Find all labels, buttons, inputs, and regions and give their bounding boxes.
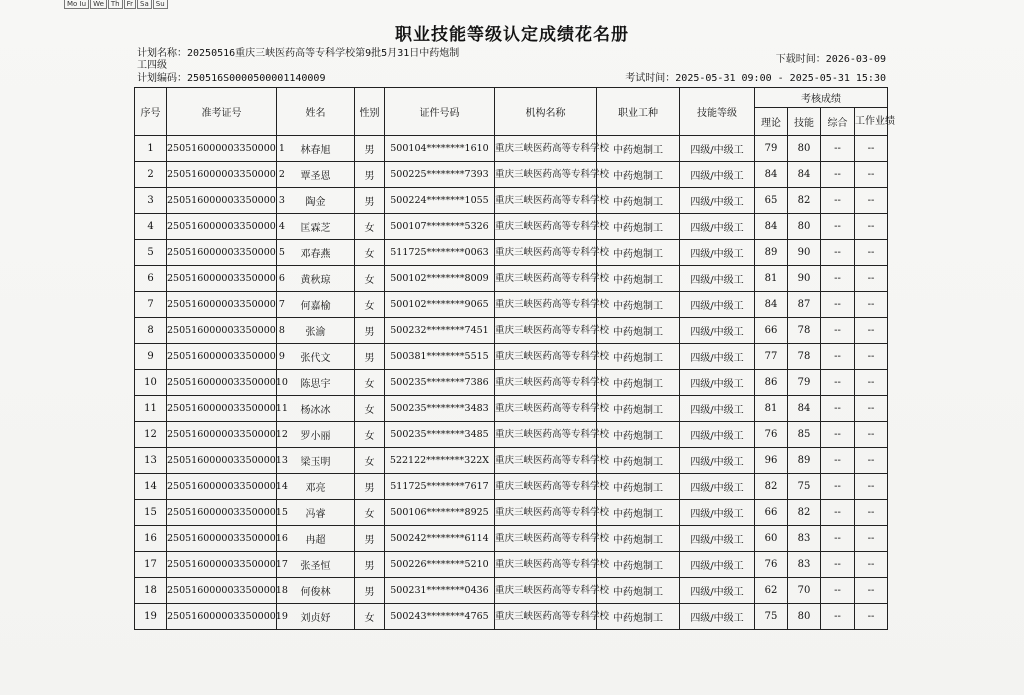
cell-name: 邓春燕 (277, 240, 355, 266)
cell-theory: 81 (755, 396, 788, 422)
cell-level: 四级/中级工 (680, 578, 755, 604)
cell-theory: 60 (755, 526, 788, 552)
table-row (135, 552, 888, 578)
cell-name: 冯睿 (277, 500, 355, 526)
cell-exam-no: 25051600000335000010 (167, 370, 277, 396)
header-name: 姓名 (277, 88, 355, 136)
table-row (135, 448, 888, 474)
strip-cell: We (90, 0, 107, 9)
cell-work-performance: -- (855, 214, 888, 240)
cell-seq: 2 (135, 162, 167, 188)
cell-skill: 90 (788, 266, 821, 292)
table-row (135, 526, 888, 552)
cell-theory: 76 (755, 422, 788, 448)
cell-theory: 66 (755, 500, 788, 526)
cell-level: 四级/中级工 (680, 344, 755, 370)
table-row (135, 344, 888, 370)
cell-name: 邓亮 (277, 474, 355, 500)
cell-skill: 78 (788, 318, 821, 344)
cell-theory: 86 (755, 370, 788, 396)
cell-exam-no: 25051600000335000011 (167, 396, 277, 422)
table-row (135, 604, 888, 630)
cell-theory: 84 (755, 292, 788, 318)
cell-org: 重庆三峡医药高等专科学校 (495, 578, 597, 604)
cell-theory: 82 (755, 474, 788, 500)
cell-id-no: 500231********0436 (385, 578, 495, 604)
cell-skill: 84 (788, 162, 821, 188)
cell-level: 四级/中级工 (680, 604, 755, 630)
cell-level: 四级/中级工 (680, 500, 755, 526)
cell-exam-no: 25051600000335000013 (167, 448, 277, 474)
cell-work-performance: -- (855, 344, 888, 370)
cell-comprehensive: -- (821, 396, 855, 422)
cell-seq: 16 (135, 526, 167, 552)
cell-seq: 13 (135, 448, 167, 474)
cell-seq: 17 (135, 552, 167, 578)
exam-time: 考试时间：2025-05-31 09:00 - 2025-05-31 15:30 (625, 73, 886, 84)
cell-id-no: 500235********3485 (385, 422, 495, 448)
cell-comprehensive: -- (821, 188, 855, 214)
cell-seq: 7 (135, 292, 167, 318)
cell-work-performance: -- (855, 474, 888, 500)
table-row (135, 136, 888, 162)
cell-theory: 66 (755, 318, 788, 344)
cell-work-performance: -- (855, 578, 888, 604)
cell-name: 何俊林 (277, 578, 355, 604)
cell-sex: 女 (355, 240, 385, 266)
cell-comprehensive: -- (821, 266, 855, 292)
cell-seq: 1 (135, 136, 167, 162)
cell-exam-no: 250516000003350000 9 (167, 344, 277, 370)
cell-seq: 18 (135, 578, 167, 604)
cell-name: 黄秋琼 (277, 266, 355, 292)
table-row (135, 474, 888, 500)
cell-org: 重庆三峡医药高等专科学校 (495, 292, 597, 318)
cell-exam-no: 25051600000335000018 (167, 578, 277, 604)
cell-org: 重庆三峡医药高等专科学校 (495, 188, 597, 214)
table-row (135, 266, 888, 292)
cell-skill: 82 (788, 500, 821, 526)
cell-name: 冉超 (277, 526, 355, 552)
cell-id-no: 500242********6114 (385, 526, 495, 552)
cell-theory: 79 (755, 136, 788, 162)
cell-comprehensive: -- (821, 162, 855, 188)
cell-id-no: 500224********1055 (385, 188, 495, 214)
cell-name: 张渝 (277, 318, 355, 344)
cell-job: 中药炮制工 (597, 188, 680, 214)
cell-skill: 87 (788, 292, 821, 318)
cell-level: 四级/中级工 (680, 422, 755, 448)
cell-level: 四级/中级工 (680, 266, 755, 292)
cell-id-no: 500102********8009 (385, 266, 495, 292)
cell-exam-no: 250516000003350000 1 (167, 136, 277, 162)
cell-name: 张代文 (277, 344, 355, 370)
cell-org: 重庆三峡医药高等专科学校 (495, 500, 597, 526)
cell-work-performance: -- (855, 422, 888, 448)
cell-id-no: 500235********3483 (385, 396, 495, 422)
cell-id-no: 500226********5210 (385, 552, 495, 578)
cell-exam-no: 250516000003350000 4 (167, 214, 277, 240)
cell-skill: 79 (788, 370, 821, 396)
cell-org: 重庆三峡医药高等专科学校 (495, 344, 597, 370)
cell-org: 重庆三峡医药高等专科学校 (495, 240, 597, 266)
strip-cell: Th (108, 0, 123, 9)
cell-id-no: 500107********5326 (385, 214, 495, 240)
cell-level: 四级/中级工 (680, 552, 755, 578)
cell-name: 林春旭 (277, 136, 355, 162)
cell-sex: 男 (355, 474, 385, 500)
header-work-performance: 工作业绩 (855, 108, 888, 136)
cell-job: 中药炮制工 (597, 370, 680, 396)
table-row (135, 292, 888, 318)
cell-comprehensive: -- (821, 292, 855, 318)
cell-skill: 80 (788, 604, 821, 630)
cell-work-performance: -- (855, 604, 888, 630)
cell-sex: 女 (355, 292, 385, 318)
cell-comprehensive: -- (821, 318, 855, 344)
cell-work-performance: -- (855, 318, 888, 344)
cell-seq: 9 (135, 344, 167, 370)
cell-work-performance: -- (855, 188, 888, 214)
cell-comprehensive: -- (821, 240, 855, 266)
cell-org: 重庆三峡医药高等专科学校 (495, 422, 597, 448)
cell-name: 何嘉榆 (277, 292, 355, 318)
header-seq: 序号 (135, 88, 167, 136)
roster-body (135, 136, 888, 630)
cell-id-no: 500381********5515 (385, 344, 495, 370)
table-row (135, 162, 888, 188)
header-id-no: 证件号码 (385, 88, 495, 136)
cell-exam-no: 25051600000335000014 (167, 474, 277, 500)
cell-name: 罗小丽 (277, 422, 355, 448)
cell-name: 陶金 (277, 188, 355, 214)
cell-skill: 80 (788, 136, 821, 162)
cell-sex: 男 (355, 552, 385, 578)
cell-work-performance: -- (855, 292, 888, 318)
top-calendar-strip (64, 0, 169, 8)
cell-comprehensive: -- (821, 422, 855, 448)
cell-theory: 77 (755, 344, 788, 370)
cell-theory: 96 (755, 448, 788, 474)
cell-level: 四级/中级工 (680, 396, 755, 422)
header-scores-group: 考核成绩 (755, 88, 888, 108)
cell-id-no: 511725********7617 (385, 474, 495, 500)
cell-theory: 81 (755, 266, 788, 292)
cell-sex: 女 (355, 214, 385, 240)
cell-sex: 女 (355, 396, 385, 422)
strip-cell: Su (153, 0, 168, 9)
cell-org: 重庆三峡医药高等专科学校 (495, 552, 597, 578)
cell-work-performance: -- (855, 136, 888, 162)
cell-work-performance: -- (855, 370, 888, 396)
cell-org: 重庆三峡医药高等专科学校 (495, 474, 597, 500)
cell-level: 四级/中级工 (680, 370, 755, 396)
cell-comprehensive: -- (821, 578, 855, 604)
cell-seq: 11 (135, 396, 167, 422)
cell-level: 四级/中级工 (680, 240, 755, 266)
cell-sex: 女 (355, 422, 385, 448)
table-row (135, 318, 888, 344)
cell-id-no: 500102********9065 (385, 292, 495, 318)
cell-exam-no: 250516000003350000 2 (167, 162, 277, 188)
strip-cell: Fr (124, 0, 136, 9)
score-roster-table (134, 87, 895, 630)
cell-skill: 82 (788, 188, 821, 214)
cell-org: 重庆三峡医药高等专科学校 (495, 318, 597, 344)
header-theory: 理论 (755, 108, 788, 136)
cell-skill: 89 (788, 448, 821, 474)
cell-exam-no: 250516000003350000 5 (167, 240, 277, 266)
cell-sex: 男 (355, 136, 385, 162)
strip-cell: Sa (137, 0, 152, 9)
cell-seq: 14 (135, 474, 167, 500)
cell-sex: 女 (355, 370, 385, 396)
cell-name: 刘贞妤 (277, 604, 355, 630)
cell-org: 重庆三峡医药高等专科学校 (495, 448, 597, 474)
header-skill: 技能 (788, 108, 821, 136)
cell-job: 中药炮制工 (597, 474, 680, 500)
cell-sex: 女 (355, 500, 385, 526)
cell-theory: 89 (755, 240, 788, 266)
plan-code: 计划编码：250516S0000500001140009 (137, 73, 326, 84)
cell-comprehensive: -- (821, 370, 855, 396)
cell-seq: 6 (135, 266, 167, 292)
cell-id-no: 500225********7393 (385, 162, 495, 188)
cell-work-performance: -- (855, 448, 888, 474)
cell-comprehensive: -- (821, 448, 855, 474)
cell-sex: 男 (355, 526, 385, 552)
cell-id-no: 500243********4765 (385, 604, 495, 630)
cell-job: 中药炮制工 (597, 240, 680, 266)
header-level: 技能等级 (680, 88, 755, 136)
cell-job: 中药炮制工 (597, 344, 680, 370)
cell-seq: 3 (135, 188, 167, 214)
cell-job: 中药炮制工 (597, 396, 680, 422)
cell-comprehensive: -- (821, 604, 855, 630)
cell-sex: 女 (355, 448, 385, 474)
cell-job: 中药炮制工 (597, 604, 680, 630)
cell-skill: 70 (788, 578, 821, 604)
cell-job: 中药炮制工 (597, 422, 680, 448)
document-title: 职业技能等级认定成绩花名册 (395, 25, 629, 45)
cell-job: 中药炮制工 (597, 214, 680, 240)
table-row (135, 188, 888, 214)
cell-level: 四级/中级工 (680, 136, 755, 162)
cell-name: 梁玉明 (277, 448, 355, 474)
cell-sex: 男 (355, 318, 385, 344)
cell-work-performance: -- (855, 500, 888, 526)
cell-level: 四级/中级工 (680, 292, 755, 318)
cell-sex: 男 (355, 344, 385, 370)
cell-sex: 女 (355, 604, 385, 630)
cell-theory: 76 (755, 552, 788, 578)
cell-seq: 15 (135, 500, 167, 526)
cell-name: 陈思宇 (277, 370, 355, 396)
cell-skill: 78 (788, 344, 821, 370)
plan-name-line2: 工四级 (137, 60, 167, 71)
table-row (135, 422, 888, 448)
cell-job: 中药炮制工 (597, 526, 680, 552)
cell-org: 重庆三峡医药高等专科学校 (495, 370, 597, 396)
cell-seq: 4 (135, 214, 167, 240)
cell-exam-no: 250516000003350000 7 (167, 292, 277, 318)
cell-skill: 83 (788, 526, 821, 552)
cell-level: 四级/中级工 (680, 188, 755, 214)
cell-work-performance: -- (855, 396, 888, 422)
cell-job: 中药炮制工 (597, 162, 680, 188)
cell-skill: 83 (788, 552, 821, 578)
cell-skill: 75 (788, 474, 821, 500)
cell-exam-no: 25051600000335000012 (167, 422, 277, 448)
cell-seq: 5 (135, 240, 167, 266)
header-sex: 性别 (355, 88, 385, 136)
cell-exam-no: 250516000003350000 8 (167, 318, 277, 344)
cell-theory: 75 (755, 604, 788, 630)
header-job: 职业工种 (597, 88, 680, 136)
cell-job: 中药炮制工 (597, 578, 680, 604)
cell-org: 重庆三峡医药高等专科学校 (495, 162, 597, 188)
cell-job: 中药炮制工 (597, 266, 680, 292)
cell-seq: 12 (135, 422, 167, 448)
cell-seq: 10 (135, 370, 167, 396)
cell-name: 覃圣恩 (277, 162, 355, 188)
table-row (135, 578, 888, 604)
cell-exam-no: 250516000003350000 6 (167, 266, 277, 292)
cell-job: 中药炮制工 (597, 136, 680, 162)
header-exam-no: 准考证号 (167, 88, 277, 136)
cell-name: 杨冰冰 (277, 396, 355, 422)
cell-id-no: 522122********322X (385, 448, 495, 474)
cell-org: 重庆三峡医药高等专科学校 (495, 396, 597, 422)
cell-skill: 80 (788, 214, 821, 240)
header-comprehensive: 综合 (821, 108, 855, 136)
cell-skill: 84 (788, 396, 821, 422)
cell-sex: 男 (355, 188, 385, 214)
cell-work-performance: -- (855, 266, 888, 292)
cell-job: 中药炮制工 (597, 448, 680, 474)
cell-org: 重庆三峡医药高等专科学校 (495, 214, 597, 240)
header-org: 机构名称 (495, 88, 597, 136)
cell-exam-no: 25051600000335000015 (167, 500, 277, 526)
cell-org: 重庆三峡医药高等专科学校 (495, 604, 597, 630)
table-row (135, 370, 888, 396)
cell-skill: 90 (788, 240, 821, 266)
cell-comprehensive: -- (821, 500, 855, 526)
cell-name: 匡霖芝 (277, 214, 355, 240)
cell-theory: 62 (755, 578, 788, 604)
cell-comprehensive: -- (821, 344, 855, 370)
table-row (135, 396, 888, 422)
cell-seq: 19 (135, 604, 167, 630)
cell-level: 四级/中级工 (680, 162, 755, 188)
cell-level: 四级/中级工 (680, 448, 755, 474)
strip-cell: Mo Iu (64, 0, 89, 9)
cell-theory: 65 (755, 188, 788, 214)
cell-seq: 8 (135, 318, 167, 344)
cell-comprehensive: -- (821, 214, 855, 240)
cell-level: 四级/中级工 (680, 526, 755, 552)
cell-level: 四级/中级工 (680, 474, 755, 500)
cell-theory: 84 (755, 214, 788, 240)
plan-name-line1: 计划名称：20250516重庆三峡医药高等专科学校第9批5月31日中药炮制 (137, 48, 460, 59)
cell-org: 重庆三峡医药高等专科学校 (495, 136, 597, 162)
cell-id-no: 500104********1610 (385, 136, 495, 162)
cell-work-performance: -- (855, 552, 888, 578)
cell-level: 四级/中级工 (680, 214, 755, 240)
cell-comprehensive: -- (821, 526, 855, 552)
table-row (135, 214, 888, 240)
cell-exam-no: 25051600000335000016 (167, 526, 277, 552)
cell-work-performance: -- (855, 162, 888, 188)
table-row (135, 500, 888, 526)
cell-exam-no: 25051600000335000019 (167, 604, 277, 630)
cell-exam-no: 250516000003350000 3 (167, 188, 277, 214)
cell-job: 中药炮制工 (597, 292, 680, 318)
cell-job: 中药炮制工 (597, 552, 680, 578)
cell-id-no: 500235********7386 (385, 370, 495, 396)
cell-name: 张圣恒 (277, 552, 355, 578)
cell-comprehensive: -- (821, 552, 855, 578)
cell-sex: 男 (355, 578, 385, 604)
cell-org: 重庆三峡医药高等专科学校 (495, 526, 597, 552)
cell-org: 重庆三峡医药高等专科学校 (495, 266, 597, 292)
cell-exam-no: 25051600000335000017 (167, 552, 277, 578)
download-time: 下载时间：2026-03-09 (775, 54, 886, 65)
cell-id-no: 500232********7451 (385, 318, 495, 344)
cell-level: 四级/中级工 (680, 318, 755, 344)
cell-sex: 女 (355, 266, 385, 292)
cell-theory: 84 (755, 162, 788, 188)
cell-work-performance: -- (855, 240, 888, 266)
cell-comprehensive: -- (821, 474, 855, 500)
cell-sex: 男 (355, 162, 385, 188)
table-row (135, 240, 888, 266)
cell-comprehensive: -- (821, 136, 855, 162)
cell-work-performance: -- (855, 526, 888, 552)
cell-skill: 85 (788, 422, 821, 448)
cell-job: 中药炮制工 (597, 500, 680, 526)
cell-id-no: 511725********0063 (385, 240, 495, 266)
cell-id-no: 500106********8925 (385, 500, 495, 526)
cell-job: 中药炮制工 (597, 318, 680, 344)
